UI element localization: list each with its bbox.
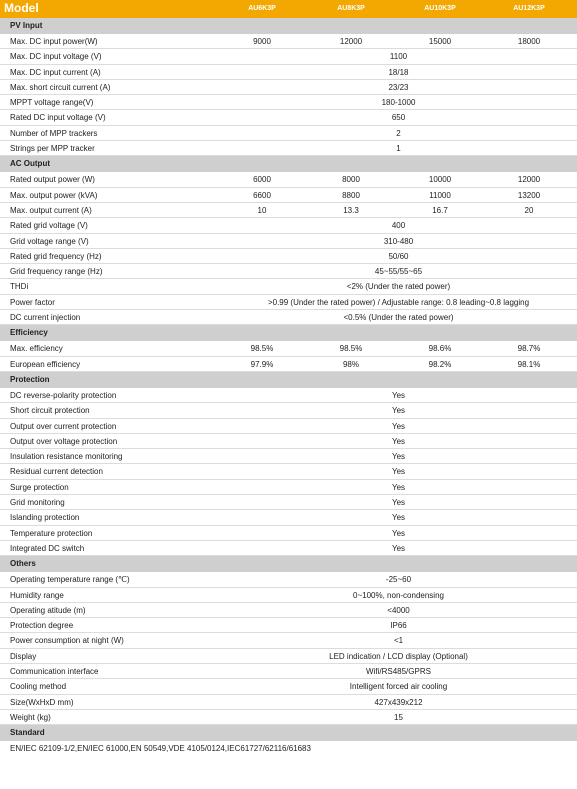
cell-value: 13.3 [343, 205, 359, 215]
cell-value-merged: Yes [391, 513, 406, 523]
table-row [0, 80, 577, 95]
cell-value-merged: 2 [396, 128, 401, 138]
cell-value: 18000 [517, 37, 541, 46]
cell-value: 10 [257, 205, 267, 215]
cell-value: 8800 [342, 190, 360, 200]
row-label: Max. efficiency [10, 344, 63, 354]
cell-value-merged: 180-1000 [381, 98, 416, 108]
row-label: Weight (kg) [10, 712, 51, 722]
table-row [0, 541, 577, 556]
row-label: Number of MPP trackers [10, 128, 98, 138]
cell-value: 98.7% [517, 344, 541, 354]
row-label: Max. DC input voltage (V) [10, 52, 102, 62]
row-label: European efficiency [10, 359, 81, 369]
cell-value-merged: Yes [391, 406, 406, 416]
cell-value-merged: 1 [396, 144, 401, 154]
row-label: Rated grid voltage (V) [10, 221, 88, 231]
cell-value: 9000 [253, 37, 271, 46]
cell-value: 13200 [517, 190, 541, 200]
cell-value: 15000 [428, 37, 452, 46]
section-title: Others [0, 556, 577, 572]
cell-value-merged: <2% (Under the rated power) [346, 282, 451, 292]
cell-value: 97.9% [250, 359, 274, 369]
cell-value-merged: <0.5% (Under the rated power) [343, 313, 454, 323]
cell-value-merged: Yes [391, 528, 406, 538]
row-label: Max. output power (kVA) [10, 190, 98, 200]
table-row [0, 633, 577, 648]
cell-value-merged: LED indication / LCD display (Optional) [329, 651, 468, 661]
table-row [0, 341, 577, 356]
table-row [0, 434, 577, 449]
table-row [0, 449, 577, 464]
cell-value: 16.7 [432, 205, 448, 215]
cell-value-merged: Yes [391, 436, 406, 446]
row-label: Max. short circuit current (A) [10, 82, 111, 92]
row-label: Communication interface [10, 666, 99, 676]
cell-value-merged: -25~60 [385, 575, 412, 585]
row-label: Display [10, 651, 37, 661]
table-row [0, 618, 577, 633]
table-row [0, 464, 577, 479]
table-row [0, 141, 577, 156]
cell-value-merged: 23/23 [388, 82, 409, 92]
row-label: Max. output current (A) [10, 205, 92, 215]
cell-value-merged: Wifi/RS485/GPRS [366, 666, 431, 676]
cell-value: 98.2% [428, 359, 452, 369]
cell-value-merged: 50/60 [388, 251, 409, 261]
table-row [0, 649, 577, 664]
row-label: Residual current detection [10, 467, 103, 477]
cell-value-merged: 650 [391, 113, 406, 123]
cell-value: 12000 [517, 175, 541, 185]
row-label: Insulation resistance monitoring [10, 452, 123, 462]
cell-value-merged: Yes [391, 482, 406, 492]
table-row [0, 65, 577, 80]
table-row [0, 572, 577, 587]
table-row [0, 679, 577, 694]
standard-text: EN/IEC 62109-1/2,EN/IEC 61000,EN 50549,VDE 4105/0124,IEC61727/62116/61683 [10, 744, 311, 754]
table-row [0, 126, 577, 141]
table-row [0, 603, 577, 618]
table-row [0, 234, 577, 249]
table-row [0, 310, 577, 325]
table-row [0, 95, 577, 110]
cell-value-merged: 45~55/55~65 [374, 267, 423, 277]
cell-value-merged: Yes [391, 390, 406, 400]
row-label: Islanding protection [10, 513, 80, 523]
spec-sections [0, 18, 577, 725]
row-label: Power consumption at night (W) [10, 636, 124, 646]
table-row [0, 218, 577, 233]
row-label: Short circuit protection [10, 406, 90, 416]
section-title: Efficiency [0, 325, 577, 341]
table-row [0, 588, 577, 603]
cell-value-merged: <4000 [387, 605, 410, 615]
cell-value-merged: 400 [391, 221, 406, 231]
table-row [0, 480, 577, 495]
cell-value-merged: Yes [391, 467, 406, 477]
row-label: Operating atitude (m) [10, 605, 86, 615]
table-row [0, 249, 577, 264]
model-au8k3p: AU8K3P [337, 5, 365, 12]
section-title: AC Output [0, 156, 577, 172]
cell-value-merged: Yes [391, 452, 406, 462]
table-row [0, 49, 577, 64]
row-label: Grid voltage range (V) [10, 236, 89, 246]
model-au10k3p: AU10K3P [424, 5, 456, 12]
cell-value-merged: <1 [393, 636, 404, 646]
cell-value: 98.6% [428, 344, 452, 354]
cell-value: 6600 [253, 190, 271, 200]
cell-value-merged: 310-480 [383, 236, 414, 246]
cell-value-merged: 0~100%, non-condensing [353, 590, 444, 600]
cell-value: 10000 [428, 175, 452, 185]
row-label: Max. DC input power(W) [10, 37, 98, 46]
section-title: PV Input [0, 18, 577, 34]
cell-value: 98.5% [339, 344, 363, 354]
table-row [0, 34, 577, 49]
row-label: Integrated DC switch [10, 543, 85, 553]
table-row [0, 695, 577, 710]
table-row [0, 264, 577, 279]
table-header [0, 0, 577, 18]
row-label: Output over voltage protection [10, 436, 118, 446]
row-label: DC reverse-polarity protection [10, 390, 117, 400]
row-label: Humidity range [10, 590, 64, 600]
cell-value-merged: Yes [391, 498, 406, 508]
row-label: Surge protection [10, 482, 69, 492]
model-au12k3p: AU12K3P [513, 5, 545, 12]
row-label: Grid monitoring [10, 498, 65, 508]
cell-value: 12000 [339, 37, 363, 46]
cell-value-merged: 1100 [389, 52, 408, 62]
row-label: Power factor [10, 297, 55, 307]
row-label: Operating temperature range (℃) [10, 575, 130, 585]
cell-value-merged: >0.99 (Under the rated power) / Adjustable range: 0.8 leading~0.8 lagging [267, 297, 530, 307]
row-label: Protection degree [10, 621, 74, 631]
row-label: Temperature protection [10, 528, 93, 538]
row-label: Strings per MPP tracker [10, 144, 95, 154]
row-label: Size(WxHxD mm) [10, 697, 74, 707]
table-row [0, 495, 577, 510]
row-label: Output over current protection [10, 421, 117, 431]
row-label: Max. DC input current (A) [10, 67, 101, 77]
cell-value-merged: IP66 [390, 621, 407, 631]
cell-value: 98.5% [250, 344, 274, 354]
cell-value: 11000 [429, 190, 451, 200]
model-au6k3p: AU6K3P [248, 5, 276, 12]
cell-value: 98.1% [517, 359, 541, 369]
section-title: Protection [0, 372, 577, 388]
table-row [0, 419, 577, 434]
cell-value: 98% [342, 359, 359, 369]
table-row [0, 510, 577, 525]
cell-value: 6000 [253, 175, 271, 185]
table-row [0, 203, 577, 218]
row-label: Rated grid frequency (Hz) [10, 251, 102, 261]
cell-value-merged: Yes [391, 421, 406, 431]
table-row [0, 526, 577, 541]
section-title: Standard [0, 725, 577, 741]
table-row [0, 279, 577, 294]
table-row [0, 403, 577, 418]
table-row [0, 172, 577, 187]
table-row [0, 388, 577, 403]
table-row [0, 188, 577, 203]
model-label: Model [4, 1, 39, 15]
row-label: MPPT voltage range(V) [10, 98, 94, 108]
row-label: Cooling method [10, 682, 67, 692]
cell-value-merged: Intelligent forced air cooling [349, 682, 448, 692]
cell-value-merged: 427x439x212 [374, 697, 423, 707]
row-label: Rated output power (W) [10, 175, 95, 185]
table-row [0, 357, 577, 372]
cell-value: 20 [524, 205, 534, 215]
table-row [0, 110, 577, 125]
cell-value-merged: 15 [394, 712, 403, 722]
cell-value-merged: 18/18 [388, 67, 409, 77]
cell-value: 8000 [342, 175, 360, 185]
row-label: THDi [10, 282, 29, 292]
row-label: Rated DC input voltage (V) [10, 113, 106, 123]
row-label: DC current injection [10, 313, 81, 323]
cell-value-merged: Yes [391, 543, 406, 553]
table-row [0, 664, 577, 679]
table-row [0, 295, 577, 310]
table-row [0, 710, 577, 725]
row-label: Grid frequency range (Hz) [10, 267, 103, 277]
